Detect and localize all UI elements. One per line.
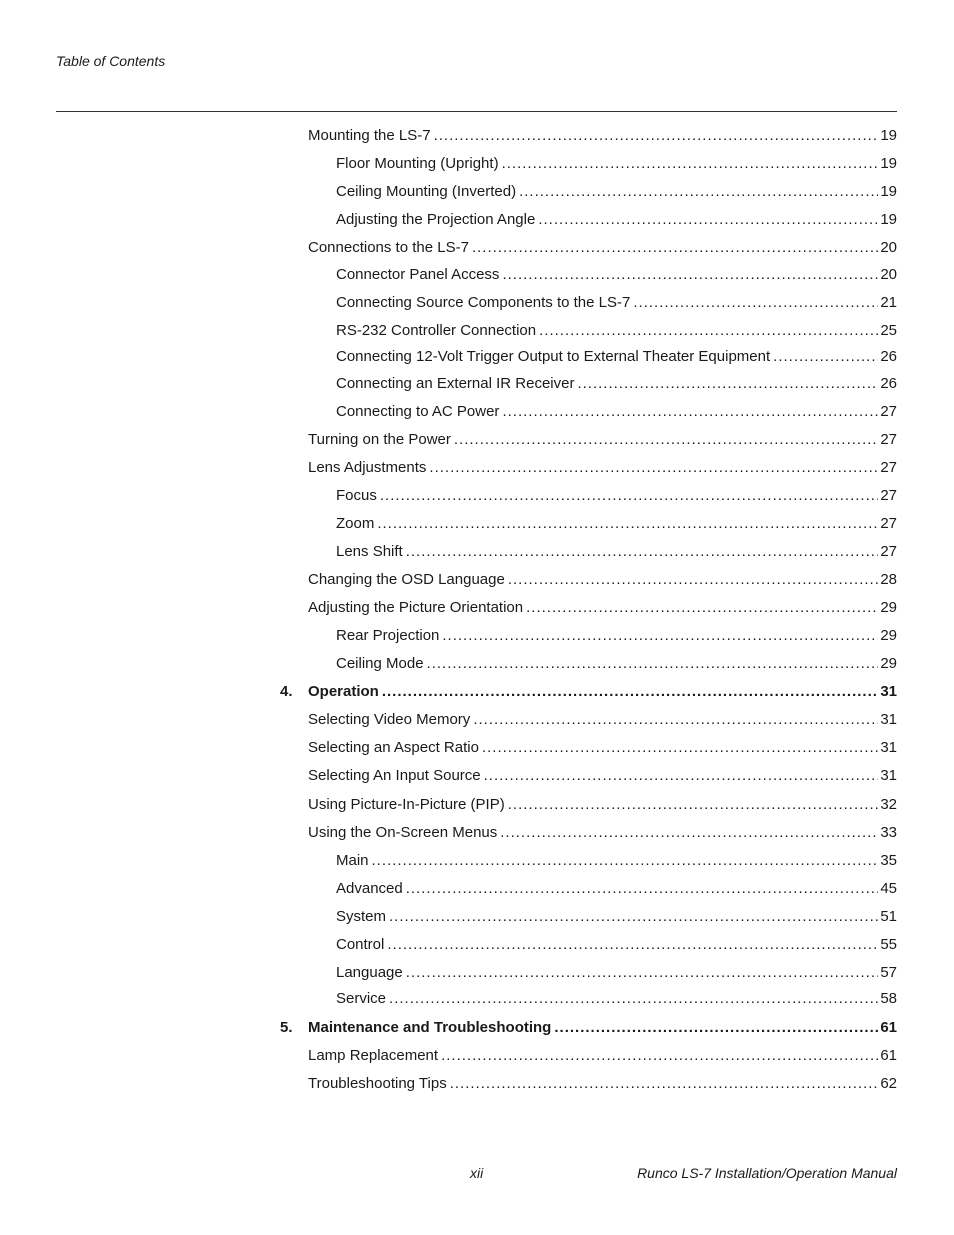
toc-entry-title: Main [336, 852, 369, 869]
toc-subsection-entry[interactable] [336, 964, 897, 982]
toc-section-entry[interactable] [308, 711, 897, 729]
toc-page-number: 45 [880, 880, 897, 897]
toc-section-entry[interactable] [308, 431, 897, 449]
toc-entry-title: Rear Projection [336, 627, 440, 644]
toc-page-number: 61 [880, 1047, 897, 1064]
toc-page-number: 35 [880, 852, 897, 869]
toc-dot-leader [633, 294, 878, 312]
toc-chapter-number: 4. [280, 683, 293, 700]
toc-subsection-entry[interactable] [336, 266, 897, 284]
toc-section-entry[interactable] [308, 767, 897, 785]
toc-dot-leader [773, 348, 878, 366]
toc-dot-leader [526, 599, 878, 617]
toc-dot-leader [372, 852, 879, 870]
toc-chapter-number: 5. [280, 1019, 293, 1036]
toc-dot-leader [508, 571, 878, 589]
toc-subsection-entry[interactable] [336, 403, 897, 421]
toc-entry-title: Ceiling Mounting (Inverted) [336, 183, 517, 200]
toc-page-number: 20 [880, 239, 897, 256]
toc-page-number: 61 [880, 1019, 897, 1036]
toc-subsection-entry[interactable] [336, 852, 897, 870]
toc-dot-leader [427, 655, 879, 673]
toc-entry-title: Connecting an External IR Receiver [336, 375, 575, 392]
toc-dot-leader [454, 431, 878, 449]
toc-section-entry[interactable] [308, 571, 897, 589]
toc-entry-title: Troubleshooting Tips [308, 1075, 447, 1092]
toc-subsection-entry[interactable] [336, 627, 897, 645]
toc-dot-leader [482, 739, 878, 757]
toc-page-number: 55 [880, 936, 897, 953]
toc-entry-title: Operation [308, 683, 379, 700]
toc-dot-leader [450, 1075, 879, 1093]
toc-entry-title: Language [336, 964, 403, 981]
toc-subsection-entry[interactable] [336, 211, 897, 229]
toc-subsection-entry[interactable] [336, 936, 897, 954]
toc-dot-leader [380, 487, 878, 505]
toc-entry-title: Ceiling Mode [336, 655, 424, 672]
toc-entry-title: Lamp Replacement [308, 1047, 439, 1064]
toc-subsection-entry[interactable] [336, 543, 897, 561]
toc-entry-title: Selecting Video Memory [308, 711, 471, 728]
toc-page-number: 28 [880, 571, 897, 588]
toc-section-entry[interactable] [308, 739, 897, 757]
toc-subsection-entry[interactable] [336, 515, 897, 533]
toc-dot-leader [442, 627, 878, 645]
toc-page-number: 32 [880, 796, 897, 813]
toc-chapter-entry[interactable] [280, 1019, 897, 1037]
toc-entry-title: Lens Adjustments [308, 459, 427, 476]
toc-page-number: 31 [880, 711, 897, 728]
toc-page-number: 26 [880, 348, 897, 365]
toc-subsection-entry[interactable] [336, 294, 897, 312]
toc-entry-title: Service [336, 990, 387, 1007]
toc-section-entry[interactable] [308, 459, 897, 477]
toc-page-number: 62 [880, 1075, 897, 1092]
toc-entry-title: Selecting an Aspect Ratio [308, 739, 479, 756]
toc-page-number: 19 [880, 127, 897, 144]
toc-entry-title: RS-232 Controller Connection [336, 322, 537, 339]
toc-subsection-entry[interactable] [336, 880, 897, 898]
toc-entry-title: Focus [336, 487, 377, 504]
toc-dot-leader [519, 183, 878, 201]
toc-dot-leader [502, 155, 879, 173]
footer-manual-title: Runco LS-7 Installation/Operation Manual [637, 1165, 897, 1181]
toc-subsection-entry[interactable] [336, 655, 897, 673]
toc-dot-leader [484, 767, 879, 785]
toc-dot-leader [389, 908, 878, 926]
toc-subsection-entry[interactable] [336, 155, 897, 173]
toc-dot-leader [406, 880, 879, 898]
toc-page-number: 25 [880, 322, 897, 339]
toc-entry-title: Adjusting the Picture Orientation [308, 599, 524, 616]
toc-page-number: 31 [880, 683, 897, 700]
toc-page-number: 20 [880, 266, 897, 283]
toc-entry-title: Connecting to AC Power [336, 403, 500, 420]
toc-subsection-entry[interactable] [336, 487, 897, 505]
toc-entry-title: Using the On-Screen Menus [308, 824, 498, 841]
toc-section-entry[interactable] [308, 1075, 897, 1093]
toc-dot-leader [429, 459, 878, 477]
toc-page-number: 27 [880, 431, 897, 448]
toc-section-entry[interactable] [308, 127, 897, 145]
toc-page-number: 29 [880, 599, 897, 616]
toc-page-number: 33 [880, 824, 897, 841]
toc-entry-title: Adjusting the Projection Angle [336, 211, 536, 228]
toc-page-number: 27 [880, 515, 897, 532]
toc-page-number: 58 [880, 990, 897, 1007]
toc-dot-leader [500, 824, 878, 842]
toc-dot-leader [406, 543, 879, 561]
toc-entry-title: Maintenance and Troubleshooting [308, 1019, 552, 1036]
toc-entry-title: Turning on the Power [308, 431, 451, 448]
toc-page-number: 57 [880, 964, 897, 981]
toc-dot-leader [472, 239, 878, 257]
toc-entry-title: Changing the OSD Language [308, 571, 505, 588]
toc-subsection-entry[interactable] [336, 375, 897, 393]
toc-page-number: 27 [880, 459, 897, 476]
toc-dot-leader [502, 403, 878, 421]
toc-dot-leader [382, 683, 878, 701]
toc-entry-title: Connections to the LS-7 [308, 239, 469, 256]
toc-subsection-entry[interactable] [336, 908, 897, 926]
toc-page-number: 27 [880, 403, 897, 420]
toc-dot-leader [389, 990, 878, 1008]
toc-page-number: 31 [880, 767, 897, 784]
toc-page-number: 26 [880, 375, 897, 392]
toc-dot-leader [377, 515, 878, 533]
toc-dot-leader [387, 936, 878, 954]
toc-dot-leader [502, 266, 878, 284]
toc-dot-leader [406, 964, 879, 982]
toc-dot-leader [554, 1019, 878, 1037]
toc-page-number: 51 [880, 908, 897, 925]
toc-page-number: 19 [880, 183, 897, 200]
toc-section-entry[interactable] [308, 1047, 897, 1065]
toc-entry-title: Lens Shift [336, 543, 403, 560]
toc-page-number: 29 [880, 627, 897, 644]
toc-entry-title: System [336, 908, 387, 925]
toc-section-entry[interactable] [308, 796, 897, 814]
toc-entry-title: Mounting the LS-7 [308, 127, 431, 144]
toc-entry-title: Advanced [336, 880, 403, 897]
toc-dot-leader [508, 796, 879, 814]
toc-entry-title: Connecting Source Components to the LS-7 [336, 294, 631, 311]
toc-page-number: 27 [880, 487, 897, 504]
toc-dot-leader [577, 375, 878, 393]
toc-subsection-entry[interactable] [336, 348, 897, 366]
toc-dot-leader [538, 211, 878, 229]
toc-section-entry[interactable] [308, 239, 897, 257]
toc-entry-title: Using Picture-In-Picture (PIP) [308, 796, 505, 813]
toc-page-number: 21 [880, 294, 897, 311]
toc-dot-leader [473, 711, 878, 729]
toc-subsection-entry[interactable] [336, 183, 897, 201]
toc-section-entry[interactable] [308, 599, 897, 617]
toc-subsection-entry[interactable] [336, 990, 897, 1008]
toc-dot-leader [434, 127, 879, 145]
toc-entry-title: Zoom [336, 515, 375, 532]
toc-page-number: 27 [880, 543, 897, 560]
toc-chapter-entry[interactable] [280, 683, 897, 701]
toc-section-entry[interactable] [308, 824, 897, 842]
footer-page-number: xii [470, 1165, 484, 1181]
toc-dot-leader [441, 1047, 878, 1065]
toc-entry-title: Floor Mounting (Upright) [336, 155, 499, 172]
toc-page-number: 19 [880, 211, 897, 228]
toc-entry-title: Connector Panel Access [336, 266, 500, 283]
toc-entry-title: Connecting 12-Volt Trigger Output to External Theater Equipment [336, 348, 771, 365]
toc-page-number: 31 [880, 739, 897, 756]
toc-entry-title: Selecting An Input Source [308, 767, 481, 784]
toc-subsection-entry[interactable] [336, 322, 897, 340]
running-head: Table of Contents [56, 53, 166, 69]
toc-page-number: 29 [880, 655, 897, 672]
toc-entry-title: Control [336, 936, 385, 953]
toc-dot-leader [539, 322, 878, 340]
toc-page-number: 19 [880, 155, 897, 172]
